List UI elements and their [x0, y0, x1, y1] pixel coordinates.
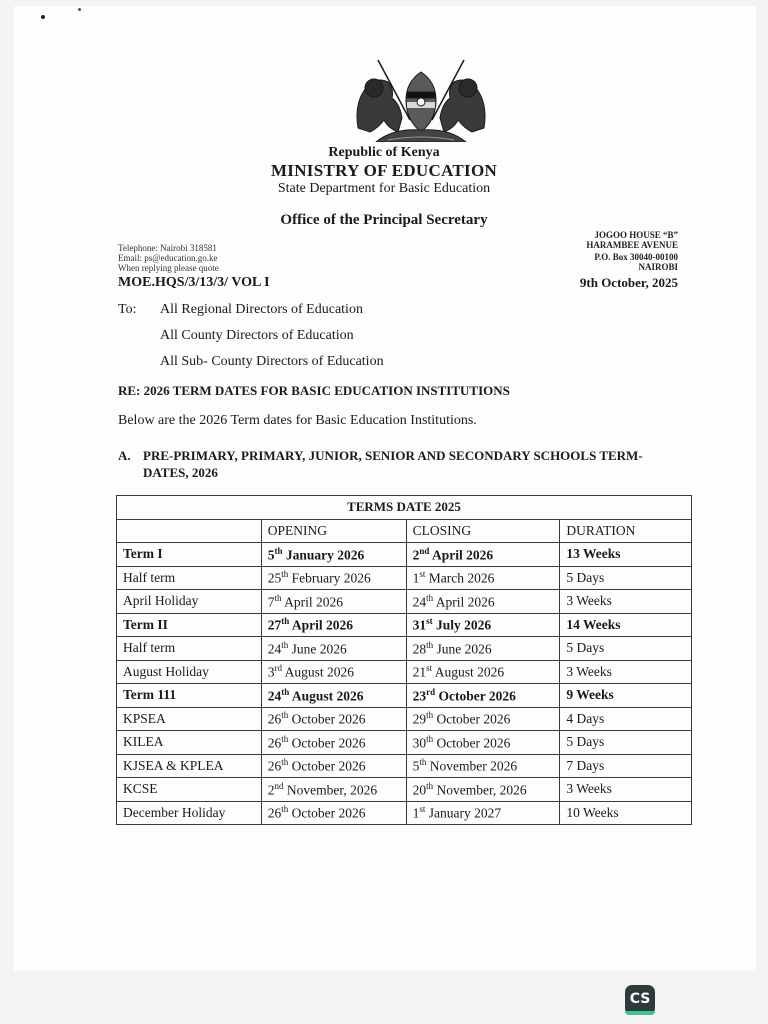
cell-text: Half term: [123, 569, 176, 585]
table-cell: [406, 613, 560, 637]
ordinal-suffix: st: [426, 616, 433, 626]
day-number: 2: [412, 547, 420, 562]
table-cell: [117, 543, 262, 567]
address-line: NAIROBI: [638, 262, 678, 272]
month-year: April 2026: [289, 617, 354, 633]
ministry-heading: MINISTRY OF EDUCATION: [270, 161, 498, 180]
table-cell: [261, 707, 406, 731]
ordinal-suffix: th: [281, 569, 289, 579]
cell-text: 4 Days: [566, 710, 605, 726]
table-cell: [406, 543, 560, 567]
day-number: 1: [412, 805, 420, 821]
table-cell: [406, 566, 560, 590]
month-year: October 2026: [435, 688, 516, 703]
month-year: November, 2026: [283, 782, 378, 797]
address-line: HARAMBEE AVENUE: [586, 240, 678, 250]
republic-heading: Republic of Kenya: [328, 145, 440, 160]
cell-text: 14 Weeks: [566, 616, 621, 632]
table-cell: [261, 590, 406, 614]
table-row: [117, 731, 692, 755]
table-cell: [406, 778, 560, 802]
month-year: January 2026: [282, 547, 365, 562]
section-title-line: DATES, 2026: [143, 465, 218, 480]
ordinal-suffix: rd: [426, 686, 436, 697]
camscanner-logo: CS: [625, 985, 655, 1015]
ordinal-suffix: th: [274, 592, 282, 603]
table-cell: [261, 754, 406, 778]
day-number: 20: [412, 782, 427, 797]
month-year: November 2026: [426, 758, 518, 774]
day-number: 2: [267, 782, 275, 797]
day-number: 26: [267, 735, 282, 750]
letter-date: 9th October, 2025: [579, 275, 678, 290]
table-cell: [560, 566, 692, 590]
table-row: [117, 590, 692, 614]
table-cell: [560, 543, 692, 567]
table-cell: [117, 801, 262, 825]
month-year: August 2026: [282, 664, 355, 680]
column-header: DURATION: [560, 519, 692, 543]
day-number: 26: [267, 711, 282, 727]
month-year: January 2027: [425, 805, 502, 821]
speck-mark: [41, 15, 45, 19]
telephone-line: Telephone: Nairobi 318581: [118, 243, 217, 253]
ordinal-suffix: th: [281, 616, 290, 626]
day-number: 5: [267, 547, 275, 562]
cell-text: Half term: [123, 640, 176, 656]
table-cell: [560, 660, 692, 684]
table-cell: [560, 613, 692, 637]
table-cell: [406, 731, 560, 755]
day-number: 26: [267, 758, 282, 774]
speck-mark: [78, 8, 81, 11]
ordinal-suffix: th: [281, 639, 289, 650]
month-year: October 2026: [433, 735, 511, 750]
day-number: 28: [412, 641, 427, 656]
table-cell: [117, 754, 262, 778]
day-number: 5: [412, 758, 420, 774]
table-cell: [261, 637, 406, 661]
table-cell: [261, 731, 406, 755]
month-year: October 2026: [433, 711, 511, 727]
day-number: 7: [267, 594, 275, 609]
month-year: November, 2026: [433, 782, 527, 797]
ordinal-suffix: st: [426, 663, 433, 673]
intro-paragraph: Below are the 2026 Term dates for Basic Education Institutions.: [118, 413, 477, 428]
table-row: [117, 801, 692, 825]
table-cell: [406, 754, 560, 778]
cell-text: Term I: [123, 546, 163, 562]
table-cell: [406, 707, 560, 731]
cell-text: KPSEA: [123, 710, 166, 726]
ordinal-suffix: rd: [274, 663, 283, 673]
day-number: 25: [267, 570, 282, 586]
address-line: P.O. Box 30040-00100: [594, 252, 678, 262]
term-dates-table: [116, 495, 692, 825]
table-cell: [117, 637, 262, 661]
day-number: 30: [412, 735, 427, 750]
ordinal-suffix: nd: [419, 545, 430, 556]
ordinal-suffix: th: [281, 710, 289, 720]
ordinal-suffix: st: [419, 569, 426, 579]
column-header: CLOSING: [406, 519, 560, 543]
state-department-heading: State Department for Basic Education: [277, 181, 491, 196]
cell-text: Term 111: [123, 687, 177, 703]
month-year: April 2026: [429, 547, 494, 562]
cell-text: KILEA: [123, 734, 164, 750]
recipient-line: All Regional Directors of Education: [160, 302, 363, 317]
cell-text: April Holiday: [123, 593, 199, 609]
table-cell: [560, 801, 692, 825]
table-cell: [261, 684, 406, 708]
cell-text: 3 Weeks: [566, 781, 612, 797]
section-heading: [118, 447, 686, 481]
table-cell: [560, 731, 692, 755]
table-cell: [261, 660, 406, 684]
cell-text: 7 Days: [566, 757, 605, 773]
section-title-line: PRE-PRIMARY, PRIMARY, JUNIOR, SENIOR AND SECONDARY SCHOOLS TERM-: [143, 448, 643, 463]
table-row: [117, 566, 692, 590]
table-row: [117, 684, 692, 708]
table-cell: [406, 684, 560, 708]
office-heading: Office of the Principal Secretary: [280, 212, 488, 228]
table-row: [117, 754, 692, 778]
table-row: [117, 543, 692, 567]
day-number: 29: [412, 711, 427, 727]
section-letter: A.: [118, 448, 131, 463]
table-cell: [560, 778, 692, 802]
cell-text: KCSE: [123, 781, 158, 797]
month-year: February 2026: [288, 570, 371, 586]
table-row: [117, 613, 692, 637]
month-year: July 2026: [432, 617, 492, 633]
table-cell: [406, 660, 560, 684]
cell-text: KJSEA & KPLEA: [123, 757, 224, 773]
coat-of-arms-icon: [348, 58, 494, 142]
table-row: [117, 707, 692, 731]
cell-text: Term II: [123, 616, 168, 632]
ordinal-suffix: th: [426, 733, 434, 744]
cell-text: 9 Weeks: [566, 687, 614, 703]
table-cell: [406, 637, 560, 661]
day-number: 31: [412, 617, 427, 633]
day-number: 27: [267, 617, 282, 633]
cell-text: 10 Weeks: [566, 804, 619, 820]
month-year: October 2026: [288, 735, 366, 750]
ordinal-suffix: nd: [274, 780, 284, 791]
table-cell: [406, 801, 560, 825]
address-line: JOGOO HOUSE “B”: [594, 230, 678, 240]
ordinal-suffix: th: [281, 804, 289, 814]
table-cell: [560, 590, 692, 614]
month-year: October 2026: [288, 711, 366, 727]
quote-line: When replying please quote: [118, 263, 219, 273]
ordinal-suffix: th: [274, 545, 283, 556]
day-number: 1: [412, 570, 420, 586]
table-cell: [261, 543, 406, 567]
table-header-row: [117, 519, 692, 543]
day-number: 3: [267, 664, 275, 680]
ordinal-suffix: th: [426, 780, 434, 791]
table-title: TERMS DATE 2025: [117, 496, 692, 520]
month-year: March 2026: [425, 570, 495, 586]
ordinal-suffix: th: [281, 733, 289, 744]
table-cell: [117, 684, 262, 708]
to-label: To:: [118, 302, 137, 317]
month-year: October 2026: [288, 758, 366, 774]
day-number: 24: [267, 688, 282, 703]
day-number: 24: [412, 594, 427, 609]
table-cell: [261, 778, 406, 802]
ordinal-suffix: th: [426, 639, 434, 650]
table-cell: [117, 731, 262, 755]
month-year: April 2026: [433, 594, 495, 609]
subject-line: RE: 2026 TERM DATES FOR BASIC EDUCATION INSTITUTIONS: [118, 383, 510, 398]
table-cell: [560, 707, 692, 731]
month-year: June 2026: [288, 641, 347, 656]
table-cell: [560, 754, 692, 778]
ordinal-suffix: st: [419, 804, 426, 814]
table-cell: [406, 590, 560, 614]
month-year: August 2026: [432, 664, 505, 680]
month-year: August 2026: [289, 688, 364, 703]
cell-text: 3 Weeks: [566, 663, 612, 679]
table-cell: [117, 778, 262, 802]
table-cell: [560, 637, 692, 661]
table-cell: [117, 660, 262, 684]
day-number: 26: [267, 805, 282, 821]
table-cell: [117, 566, 262, 590]
reference-number: MOE.HQS/3/13/3/ VOL I: [118, 275, 270, 290]
table-cell: [117, 590, 262, 614]
table-cell: [261, 566, 406, 590]
recipient-line: All County Directors of Education: [160, 328, 354, 343]
table-cell: [261, 801, 406, 825]
cell-text: 5 Days: [566, 569, 605, 585]
column-header: [117, 519, 262, 543]
cell-text: 5 Days: [566, 640, 605, 656]
table-cell: [261, 613, 406, 637]
month-year: April 2026: [281, 594, 344, 609]
cell-text: 5 Days: [566, 734, 605, 750]
day-number: 21: [412, 664, 427, 680]
column-header: OPENING: [261, 519, 406, 543]
month-year: June 2026: [433, 641, 492, 656]
ordinal-suffix: th: [281, 686, 290, 697]
table-cell: [560, 684, 692, 708]
cell-text: August Holiday: [123, 663, 209, 679]
table-cell: [117, 613, 262, 637]
table-cell: [117, 707, 262, 731]
month-year: October 2026: [288, 805, 366, 821]
day-number: 23: [412, 688, 427, 703]
ordinal-suffix: th: [419, 757, 427, 767]
cell-text: December Holiday: [123, 804, 226, 820]
cell-text: 13 Weeks: [566, 546, 621, 562]
ordinal-suffix: th: [281, 757, 289, 767]
table-row: [117, 637, 692, 661]
table-row: [117, 660, 692, 684]
day-number: 24: [267, 641, 282, 656]
cell-text: 3 Weeks: [566, 593, 612, 609]
email-line: Email: ps@education.go.ke: [118, 253, 218, 263]
ordinal-suffix: th: [426, 592, 434, 603]
recipient-line: All Sub- County Directors of Education: [160, 354, 384, 369]
ordinal-suffix: th: [426, 710, 434, 720]
table-row: [117, 778, 692, 802]
